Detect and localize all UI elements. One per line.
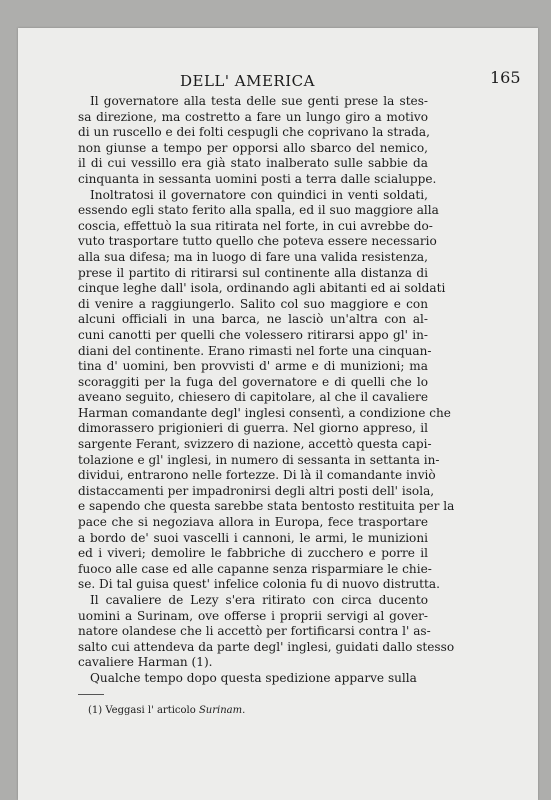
- text-line: ed i viveri; demolire le fabbriche di zucchero e porre il: [78, 546, 428, 561]
- text-line: di un ruscello e dei folti cespugli che coprivano la strada,: [78, 125, 430, 140]
- text-line: sargente Ferant, svizzero di nazione, accettò questa capi-: [78, 437, 432, 452]
- text-line: cinque leghe dall' isola, ordinando agli abitanti ed ai soldati: [78, 281, 446, 296]
- text-line: tolazione e gl' inglesi, in numero di sessanta in settanta in-: [78, 452, 440, 467]
- text-line: fuoco alle case ed alle capanne senza risparmiare le chie-: [78, 561, 432, 576]
- text-line: non giunse a tempo per opporsi allo sbarco del nemico,: [78, 140, 428, 155]
- footnote-text: (1) Veggasi l' articolo: [88, 705, 199, 716]
- text-line: essendo egli stato ferito alla spalla, ed il suo maggiore alla: [78, 203, 439, 218]
- text-line: se. Di tal guisa quest' infelice colonia fu di nuovo distrutta.: [78, 577, 440, 592]
- text-line: prese il partito di ritirarsi sul continente alla distanza di: [78, 265, 428, 280]
- text-line: Il cavaliere de Lezy s'era ritirato con circa ducento: [90, 593, 428, 607]
- text-line: pace che si negoziava allora in Europa, fece trasportare: [78, 515, 428, 530]
- text-line: salto cui attendeva da parte degl' inglesi, guidati dallo stesso: [78, 639, 455, 654]
- running-title: DELL' AMERICA: [180, 72, 315, 90]
- text-line: cinquanta in sessanta uomini posti a terra dalle scialuppe.: [78, 171, 437, 186]
- page-number: 165: [490, 68, 521, 87]
- text-line: uomini a Surinam, ove offerse i proprii servigi al gover-: [78, 608, 428, 623]
- text-line: alla sua difesa; ma in luogo di fare una valida resistenza,: [78, 249, 428, 264]
- text-line: il di cui vessillo era già stato inalberato sulle sabbie da: [78, 156, 428, 171]
- text-line: coscia, effettuò la sua ritirata nel forte, in cui avrebbe do-: [78, 218, 433, 233]
- text-line: Harman comandante degl' inglesi consentì, a condizione che: [78, 405, 451, 420]
- text-line: a bordo de' suoi vascelli i cannoni, le armi, le munizioni: [78, 530, 428, 545]
- text-line: natore olandese che li accettò per fortificarsi contra l' as-: [78, 624, 431, 639]
- text-line: diani del continente. Erano rimasti nel forte una cinquan-: [78, 343, 432, 358]
- text-line: aveano seguito, chiesero di capitolare, al che il cavaliere: [78, 390, 428, 405]
- text-line: di venire a raggiungerlo. Salito col suo maggiore e con: [78, 296, 428, 311]
- text-line: distaccamenti per impadronirsi degli altri posti dell' isola,: [78, 483, 435, 498]
- text-line: cuni canotti per quelli che volessero ritirarsi appo gl' in-: [78, 327, 428, 342]
- text-line: dividui, entrarono nelle fortezze. Di là il comandante inviò: [78, 468, 436, 483]
- text-line: Qualche tempo dopo questa spedizione apparve sulla: [90, 670, 417, 685]
- footnote-rule: [78, 694, 104, 695]
- text-line: tina d' uomini, ben provvisti d' arme e di munizioni; ma: [78, 359, 428, 374]
- body-text: [78, 94, 455, 687]
- text-line: scoraggiti per la fuga del governatore e di quelli che lo: [78, 374, 428, 389]
- footnote: [88, 705, 245, 716]
- text-line: alcuni officiali in una barca, ne lasciò un'altra con al-: [78, 312, 428, 327]
- text-line: Il governatore alla testa delle sue genti prese la stes-: [90, 94, 428, 108]
- text-line: sa direzione, ma costretto a fare un lungo giro a motivo: [78, 109, 428, 124]
- text-line: cavaliere Harman (1).: [78, 655, 213, 670]
- footnote-reference: Surinam.: [198, 705, 246, 716]
- text-line: Inoltratosi il governatore con quindici in venti soldati,: [90, 187, 428, 202]
- text-line: dimorassero prigionieri di guerra. Nel giorno appreso, il: [78, 421, 428, 436]
- text-line: vuto trasportare tutto quello che poteva essere necessario: [78, 234, 437, 249]
- text-line: e sapendo che questa sarebbe stata bentosto restituita per la: [78, 499, 455, 514]
